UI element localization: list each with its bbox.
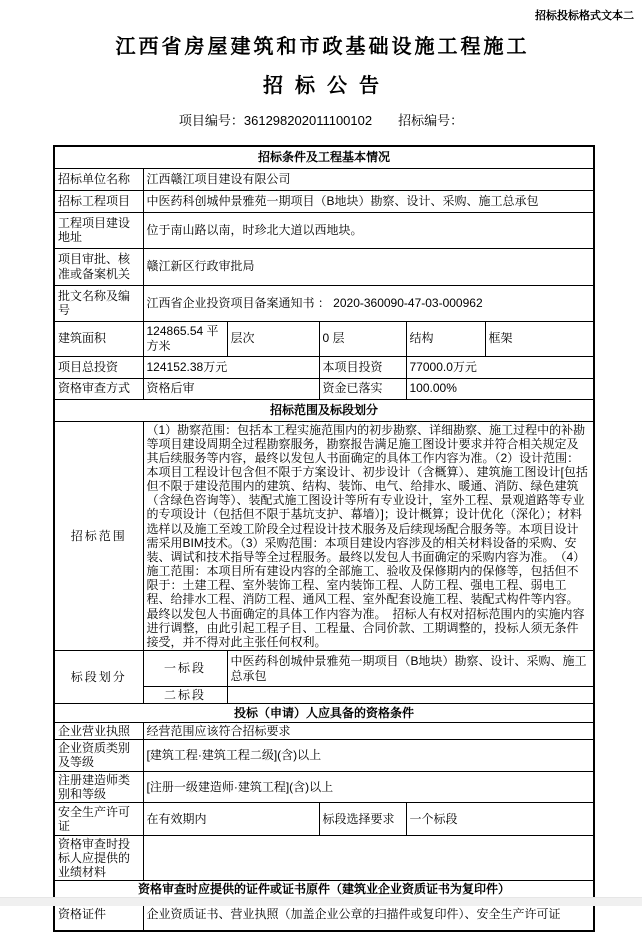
- table-row: [54, 356, 594, 378]
- table-row: [54, 835, 594, 880]
- safety-permit-value: 在有效期内: [143, 802, 319, 835]
- table-row: [54, 248, 594, 285]
- structure-value: 框架: [485, 321, 594, 356]
- section4-header: 资格审查时应提供的证件或证书原件（建筑业企业资质证书为复印件）: [54, 881, 594, 898]
- approval-authority-label: 项目审批、核准或备案机关: [54, 248, 143, 285]
- section4-header-row: [54, 881, 594, 898]
- table-row: [54, 723, 594, 740]
- business-license-value: 经营范围应该符合招标要求: [143, 723, 594, 740]
- page-title-line1: 江西省房屋建筑和市政基础设施工程施工: [115, 36, 530, 58]
- total-investment-value: 124152.38万元: [143, 356, 319, 378]
- unit-name-label: 招标单位名称: [54, 168, 143, 190]
- floors-label: 层次: [227, 321, 319, 356]
- project-name-label: 招标工程项目: [54, 190, 143, 212]
- table-row: [54, 168, 594, 190]
- table-row: [54, 321, 594, 356]
- lot2-label: 二标段: [143, 687, 227, 704]
- table-row: [54, 740, 594, 771]
- floors-value: 0 层: [319, 321, 406, 356]
- lot-division-label: 标段划分: [54, 651, 143, 704]
- constructor-class-label: 注册建造师类别和等级: [54, 771, 143, 802]
- funds-secured-label: 资金已落实: [319, 378, 406, 399]
- table-row: [54, 285, 594, 321]
- this-project-investment-label: 本项目投资: [319, 356, 406, 378]
- table-row: [54, 212, 594, 248]
- building-area-label: 建筑面积: [54, 321, 143, 356]
- section3-header: 投标（申请）人应具备的资格条件: [54, 704, 594, 723]
- constructor-class-value: [注册一级建造师·建筑工程](含)以上: [143, 771, 594, 802]
- format-corner-note: 招标投标格式文本二: [535, 10, 634, 22]
- bid-no-label: 招标编号：: [398, 113, 464, 128]
- table-row: [54, 190, 594, 212]
- site-address-value: 位于南山路以南，时珍北大道以西地块。: [143, 212, 594, 248]
- section2-header-row: [54, 399, 594, 421]
- qualification-certificates-value: 企业资质证书、营业执照（加盖企业公章的扫描件或复印件）、安全生产许可证: [143, 898, 594, 931]
- bottom-scrollbar-track[interactable]: [0, 897, 642, 906]
- qualification-certificates-label: 资格证件: [54, 898, 143, 931]
- section1-header-row: [54, 146, 594, 168]
- page-title-line2: 招标公告: [263, 75, 391, 97]
- total-investment-label: 项目总投资: [54, 356, 143, 378]
- qualification-method-label: 资格审查方式: [54, 378, 143, 399]
- project-no-label: 项目编号：: [178, 113, 244, 128]
- business-license-label: 企业营业执照: [54, 723, 143, 740]
- lot2-value: [227, 687, 594, 704]
- safety-permit-label: 安全生产许可证: [54, 802, 143, 835]
- project-name-value: 中医药科创城仲景雅苑一期项目（B地块）勘察、设计、采购、施工总承包: [143, 190, 594, 212]
- project-no-value: 361298202011100102: [243, 113, 373, 128]
- approval-doc-value: 江西省企业投资项目备案通知书 ： 2020-360090-47-03-000962: [143, 285, 594, 321]
- table-row: [54, 421, 594, 651]
- approval-authority-value: 赣江新区行政审批局: [143, 248, 594, 285]
- section2-header: 招标范围及标段划分: [54, 399, 594, 421]
- lot-selection-label: 标段选择要求: [319, 802, 406, 835]
- enterprise-qualification-label: 企业资质类别及等级: [54, 740, 143, 771]
- section3-header-row: [54, 704, 594, 723]
- enterprise-qualification-value: [建筑工程·建筑工程二级](含)以上: [143, 740, 594, 771]
- qualification-method-value: 资格后审: [143, 378, 319, 399]
- bid-scope-text: （1）勘察范围：包括本工程实施范围内的初步勘察、详细勘察、施工过程中的补勘等项目建设周期全过程勘察服务，勘察报告满足施工图设计要求并符合相关规定及其后续服务等内容，最终以发包人书面确定的具体工作内容为准。（2）设计范围：本项目工程设计包含但不限于方案设计、初步设计（含概算）、建筑施工图设计[包括但不限于建设范围内的建筑、结构、装饰、电气、给排水、暖通、消防、绿色建筑（含绿色咨询等）、装配式施工图设计等所有专业设计，室外工程、景观道路等专业的专项设计（包括但不限于基坑支护、幕墙）]；设计概算；设计优化（深化）；材料选样以及施工至竣工阶段全过程设计技术服务及后续现场配合服务等。本项目设计需采用BIM技术。（3）采购范围：本项目建设内容涉及的相关材料设备的采购、安装、调试和技术指导等全过程服务。最终以发包人书面确定的采购内容为准。 （4）施工范围：本项目所有建设内容的全部施工、验收及保修期内的保修等，包括但不限于：土建工程、室外装饰工程、室内装饰工程、人防工程、强电工程、弱电工程、给排水工程、消防工程、通风工程、室外配套设施工程、装配式构件等内容。最终以发包人书面确定的具体工作内容为准。 招标人有权对招标范围内的实施内容进行调整，由此引起工程子目、工程量、合同价款、工期调整的，投标人须无条件接受，并不得对此主张任何权利。: [143, 421, 594, 651]
- site-address-label: 工程项目建设地址: [54, 212, 143, 248]
- table-row: [54, 378, 594, 399]
- lot1-label: 一标段: [143, 651, 227, 687]
- table-row: [54, 651, 594, 687]
- this-project-investment-value: 77000.0万元: [406, 356, 594, 378]
- approval-doc-label: 批文名称及编号: [54, 285, 143, 321]
- funds-secured-value: 100.00%: [406, 378, 594, 399]
- building-area-value: 124865.54 平方米: [143, 321, 227, 356]
- project-number-line: [0, 110, 642, 129]
- structure-label: 结构: [406, 321, 485, 356]
- table-row: [54, 771, 594, 802]
- table-row: [54, 802, 594, 835]
- section1-header: 招标条件及工程基本情况: [54, 146, 594, 168]
- performance-material-label: 资格审查时投标人应提供的业绩材料: [54, 835, 143, 880]
- bid-announcement-table: [53, 145, 595, 932]
- lot1-value: 中医药科创城仲景雅苑一期项目（B地块）勘察、设计、采购、施工总承包: [227, 651, 594, 687]
- lot-selection-value: 一个标段: [406, 802, 594, 835]
- unit-name-value: 江西赣江项目建设有限公司: [143, 168, 594, 190]
- performance-material-value: [143, 835, 594, 880]
- bid-scope-label: 招标范围: [54, 421, 143, 651]
